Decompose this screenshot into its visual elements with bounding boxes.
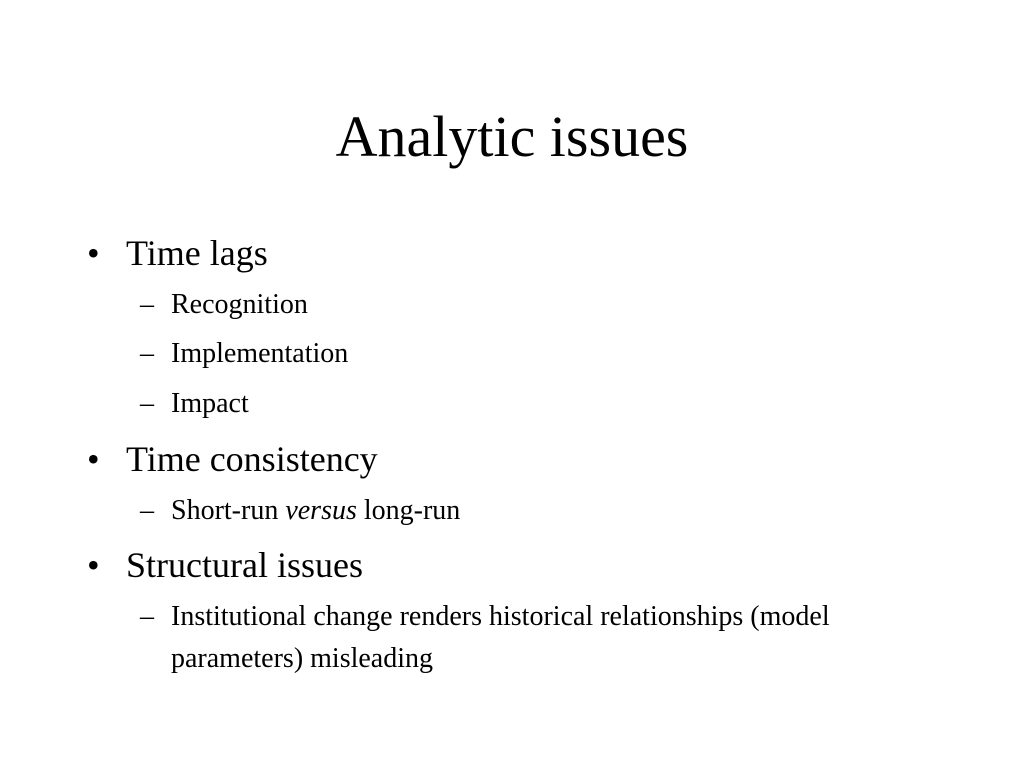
slide-title: Analytic issues xyxy=(335,104,689,169)
dash-icon: – xyxy=(140,495,154,526)
sub-item-label: Institutional change renders historical relationships (model parameters) misleading xyxy=(171,601,830,674)
dash-icon: – xyxy=(140,388,154,419)
dash-icon: – xyxy=(140,601,154,632)
dash-icon: – xyxy=(140,289,154,320)
sub-item-label-end: long-run xyxy=(356,495,461,526)
sub-item-label: Recognition xyxy=(171,289,308,320)
dash-icon: – xyxy=(140,338,154,369)
sub-item-label: Implementation xyxy=(171,338,349,369)
bullet-label: Time consistency xyxy=(126,439,378,479)
sub-item-label-start: Short-run xyxy=(171,495,286,526)
sub-item-label xyxy=(171,490,460,532)
sub-item-label-emphasis: versus xyxy=(285,495,357,526)
bullet-icon: • xyxy=(87,233,100,273)
bullet-label: Structural issues xyxy=(126,545,363,585)
bullet-icon: • xyxy=(87,439,100,479)
sub-item-label: Impact xyxy=(171,388,249,419)
bullet-label: Time lags xyxy=(126,233,268,273)
bullet-icon: • xyxy=(87,545,100,585)
